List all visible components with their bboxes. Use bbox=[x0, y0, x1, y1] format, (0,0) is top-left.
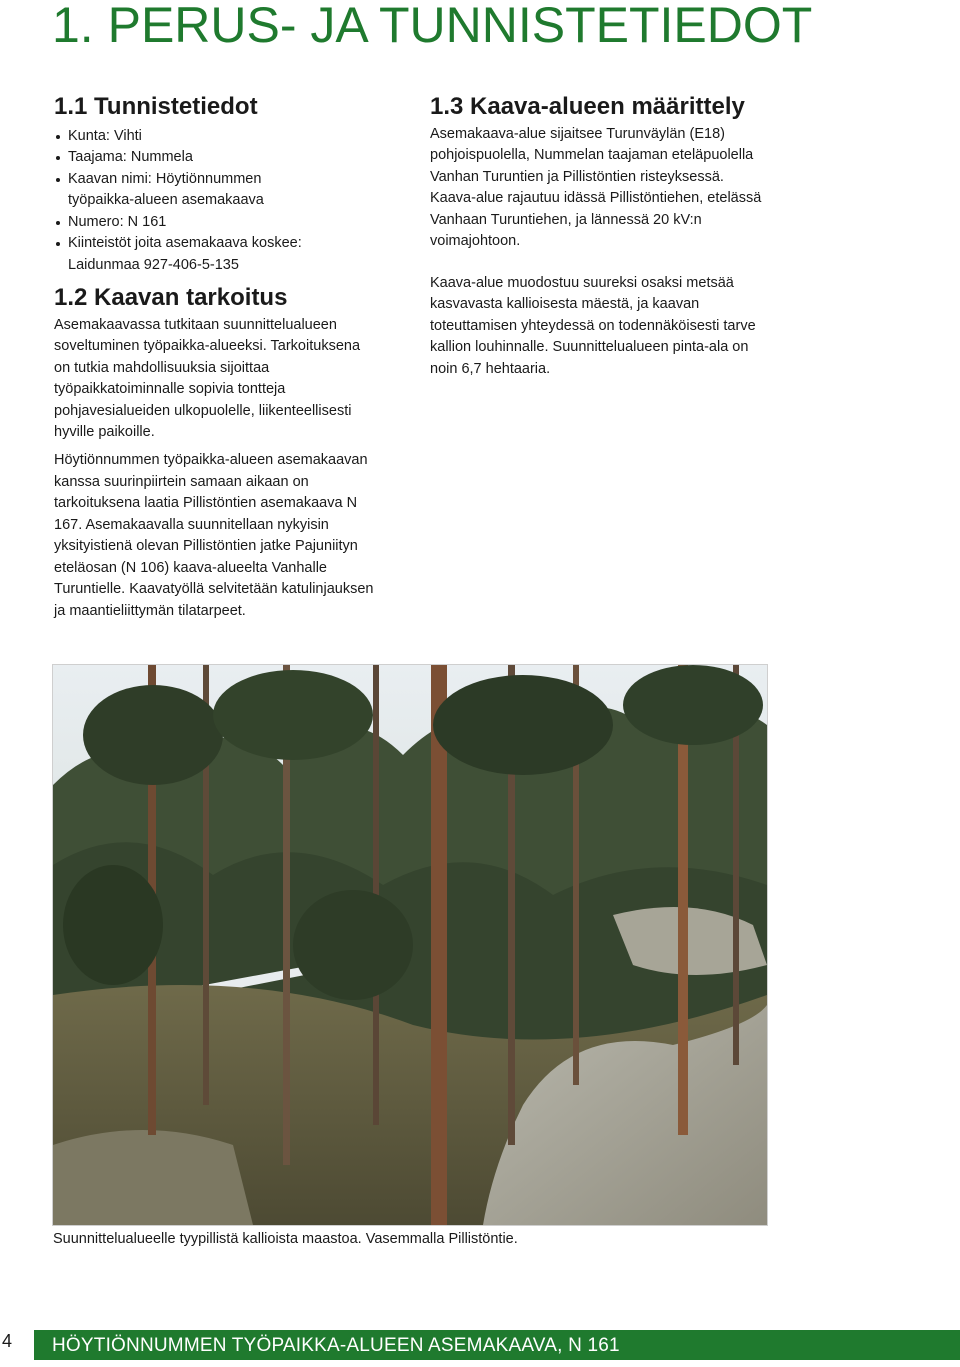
section-1-2-paragraph-2: Höytiönnummen työpaikka-alueen asemakaavan kanssa suurinpiirtein samaan aikaan on tarkoituksena laatia Pillistöntien asemakaava N 167. Asemakaavalla suunnitellaan nykyisin yksityistienä olevan Pillistöntien jatke Pajuniityn eteläosan (N 106) kaava-alueelta Vanhalle Turuntielle. Kaavatyöllä selvitetään katulinjauksen ja maantieliittymän tilatarpeet. bbox=[54, 452, 374, 619]
page-title: 1. PERUS- JA TUNNISTETIEDOT bbox=[52, 0, 813, 53]
section-1-3-paragraph-1: Asemakaava-alue sijaitsee Turunväylän (E18) pohjoispuolella, Nummelan taajaman eteläpuolella Vanhan Turuntien ja Pillistöntien risteyksessä. Kaava-alue rajautuu idässä Pillistöntiehen, etelässä Vanhaan Turuntiehen, ja lännessä 20 kV:n voimajohtoon. bbox=[430, 125, 762, 249]
forest-photo bbox=[52, 664, 768, 1226]
list-item: Kiinteistöt joita asemakaava koskee: Laidunmaa 927-406-5-135 bbox=[54, 233, 308, 276]
identification-list bbox=[54, 126, 384, 277]
list-item: Kunta: Vihti bbox=[54, 126, 384, 148]
footer-bar bbox=[34, 1330, 960, 1360]
left-column-lower bbox=[54, 450, 380, 622]
section-1-2-paragraph-1: Asemakaavassa tutkitaan suunnittelualueen soveltuminen työpaikka-alueeksi. Tarkoituksena on tutkia mahdollisuuksia sijoittaa työpaikkatoiminnalle sopivia tontteja pohjavesialueiden ulkopuolelle, liikenteellisesti hyville paikoille. bbox=[54, 316, 361, 440]
section-1-3-heading: 1.3 Kaava-alueen määrittely bbox=[430, 93, 745, 120]
forest-illustration bbox=[53, 665, 767, 1225]
list-item: Numero: N 161 bbox=[54, 212, 384, 234]
left-column bbox=[54, 93, 384, 444]
section-1-1-heading: 1.1 Tunnistetiedot bbox=[54, 93, 258, 120]
right-column bbox=[430, 93, 770, 380]
list-item: Kaavan nimi: Höytiönnummen työpaikka-alueen asemakaava bbox=[54, 169, 308, 212]
photo-caption: Suunnittelualueelle tyypillistä kallioista maastoa. Vasemmalla Pillistöntie. bbox=[53, 1231, 518, 1247]
footer-title: HÖYTIÖNNUMMEN TYÖPAIKKA-ALUEEN ASEMAKAAVA, N 161 bbox=[52, 1335, 620, 1356]
section-1-3-paragraph-2: Kaava-alue muodostuu suureksi osaksi metsää kasvavasta kallioisesta mäestä, ja kaavan toteuttamisen yhteydessä on todennäköisesti tarve kallion louhinnalle. Suunnittelualueen pinta-ala on noin 6,7 hehtaaria. bbox=[430, 274, 756, 377]
page-number: 4 bbox=[2, 1331, 13, 1351]
section-1-2-heading: 1.2 Kaavan tarkoitus bbox=[54, 284, 288, 311]
list-item: Taajama: Nummela bbox=[54, 147, 384, 169]
